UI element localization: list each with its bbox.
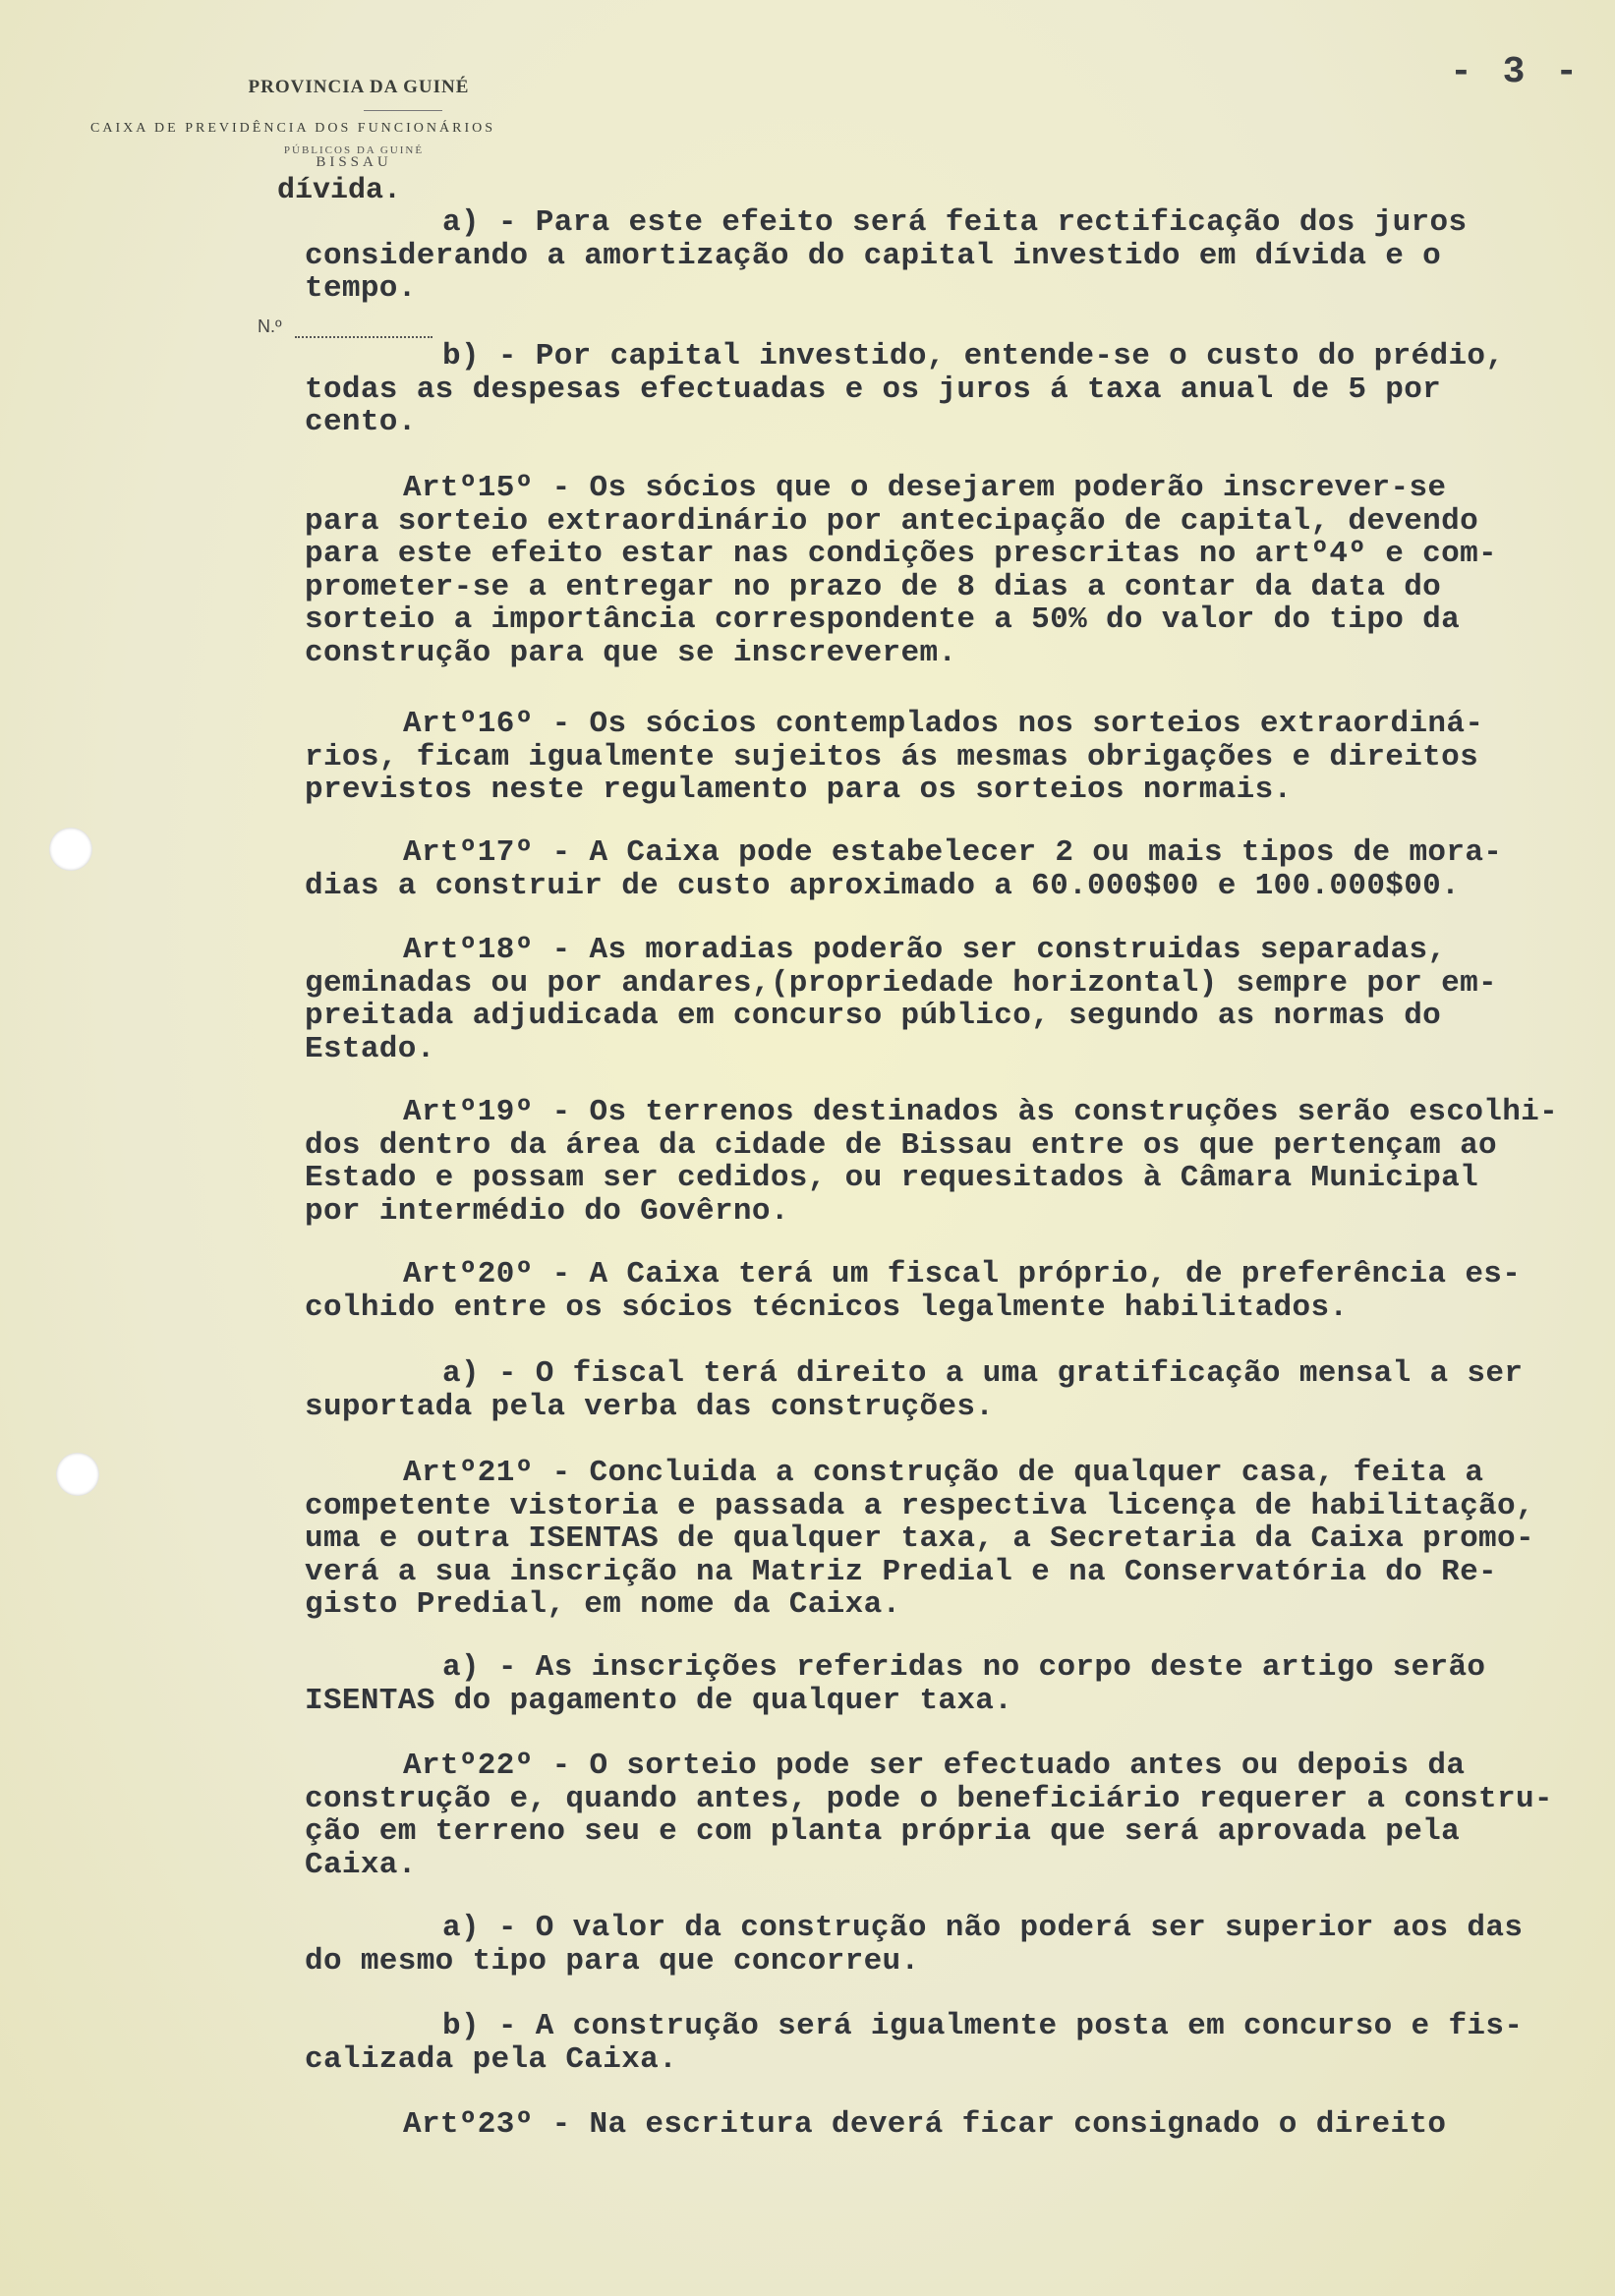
paragraph-line: Artº16º - Os sócios contemplados nos sorteios extraordiná- [403, 707, 1484, 741]
paragraph-line: colhido entre os sócios técnicos legalmente habilitados. [305, 1290, 1349, 1325]
paragraph-line: Artº22º - O sorteio pode ser efectuado antes ou depois da [403, 1749, 1466, 1783]
paragraph-line: calizada pela Caixa. [305, 2041, 678, 2077]
paragraph [305, 1651, 1485, 1717]
paragraph-line: b) - A construção será igualmente posta em concurso e fis- [442, 2009, 1524, 2043]
paragraph-line: construção e, quando antes, pode o beneficiário requerer a constru- [305, 1781, 1553, 1816]
paragraph-line: ISENTAS do pagamento de qualquer taxa. [305, 1683, 1013, 1718]
paragraph-line: Estado. [305, 1031, 435, 1066]
paragraph-line: Artº21º - Concluida a construção de qualquer casa, feita a [403, 1456, 1484, 1490]
paragraph-line: preitada adjudicada em concurso público, segundo as normas do [305, 999, 1442, 1033]
paragraph-line: Caixa. [305, 1847, 417, 1882]
paragraph-line: prometer-se a entregar no prazo de 8 dias a contar da data do [305, 569, 1442, 604]
paragraph-line: Artº15º - Os sócios que o desejarem poderão inscrever-se [403, 471, 1447, 505]
overtyped-word: dívida. [277, 174, 402, 207]
paragraph-line: a) - O fiscal terá direito a uma gratificação mensal a ser [442, 1356, 1524, 1391]
paragraph-line: todas as despesas efectuadas e os juros á taxa anual de 5 por [305, 372, 1442, 407]
paragraph-line: Artº18º - As moradias poderão ser construidas separadas, [403, 933, 1447, 967]
letterhead-rule [364, 110, 442, 111]
paragraph-line: previstos neste regulamento para os sorteios normais. [305, 773, 1293, 807]
paragraph-line: para sorteio extraordinário por antecipação de capital, devendo [305, 503, 1479, 539]
paragraph [305, 1357, 1523, 1423]
paragraph-line: geminadas ou por andares,(propriedade horizontal) sempre por em- [305, 965, 1497, 1001]
paragraph-line: b) - Por capital investido, entende-se o custo do prédio, [442, 339, 1505, 373]
page-number: - 3 - [1450, 51, 1583, 93]
paragraph [305, 2108, 1446, 2142]
paragraph-line: tempo. [305, 271, 417, 306]
numero-label: N.º [258, 316, 282, 336]
paragraph-line: rios, ficam igualmente sujeitos ás mesmas obrigações e direitos [305, 739, 1479, 775]
paragraph [305, 206, 1467, 306]
paragraph [305, 1750, 1553, 1881]
paragraph-line: Artº19º - Os terrenos destinados às construções serão escolhi- [403, 1095, 1559, 1129]
paragraph-line: Estado e possam ser cedidos, ou requesitados à Câmara Municipal [305, 1161, 1479, 1195]
paragraph-line: por intermédio do Govêrno. [305, 1193, 789, 1229]
paragraph-line: a) - O valor da construção não poderá ser superior aos das [442, 1911, 1524, 1945]
paragraph-line: construção para que se inscreverem. [305, 635, 957, 670]
paragraph [305, 1457, 1534, 1622]
letterhead [59, 77, 609, 171]
paragraph-line: cento. [305, 405, 417, 439]
letterhead-publicos: PÚBLICOS DA GUINÉ [283, 144, 425, 156]
punch-hole [56, 1453, 99, 1496]
paragraph [305, 2010, 1523, 2076]
paragraph [305, 1912, 1523, 1978]
paragraph [305, 934, 1497, 1065]
paragraph-line: Artº17º - A Caixa pode estabelecer 2 ou mais tipos de mora- [403, 835, 1503, 870]
letterhead-cidade: BISSAU [316, 154, 392, 170]
paragraph [305, 708, 1483, 807]
letterhead-provincia: PROVINCIA DA GUINÉ [248, 77, 470, 97]
paragraph [305, 836, 1502, 902]
punch-hole [49, 828, 92, 871]
paragraph-line: a) - Para este efeito será feita rectificação dos juros [442, 205, 1468, 240]
paragraph-line: a) - As inscrições referidas no corpo deste artigo serão [442, 1650, 1486, 1685]
paragraph-line: gisto Predial, em nome da Caixa. [305, 1587, 901, 1622]
paragraph-line: sorteio a importância correspondente a 50% do valor do tipo da [305, 603, 1461, 637]
paragraph-line: uma e outra ISENTAS de qualquer taxa, a Secretaria da Caixa promo- [305, 1521, 1534, 1556]
paragraph-line: verá a sua inscrição na Matriz Predial e na Conservatória do Re- [305, 1554, 1497, 1589]
paragraph-line: Artº23º - Na escritura deverá ficar consignado o direito [403, 2107, 1447, 2142]
paragraph [305, 472, 1497, 669]
paragraph [305, 1258, 1521, 1324]
paragraph [305, 340, 1504, 439]
letterhead-caixa: CAIXA DE PREVIDÊNCIA DOS FUNCIONÁRIOS [90, 121, 496, 136]
paragraph [305, 1096, 1558, 1228]
paragraph-line: dias a construir de custo aproximado a 60.000$00 e 100.000$00. [305, 868, 1461, 903]
paragraph-line: ção em terreno seu e com planta própria que será aprovada pela [305, 1814, 1461, 1849]
paragraph-line: Artº20º - A Caixa terá um fiscal próprio, de preferência es- [403, 1257, 1522, 1292]
paragraph-line: do mesmo tipo para que concorreu. [305, 1943, 920, 1979]
paragraph-line: competente vistoria e passada a respectiva licença de habilitação, [305, 1488, 1534, 1523]
paragraph-line: dos dentro da área da cidade de Bissau entre os que pertençam ao [305, 1127, 1497, 1163]
paragraph-line: suportada pela verba das construções. [305, 1389, 995, 1424]
paragraph-line: para este efeito estar nas condições prescritas no artº4º e com- [305, 537, 1497, 571]
paragraph-line: considerando a amortização do capital investido em dívida e o [305, 238, 1442, 273]
numero-line [295, 336, 433, 338]
